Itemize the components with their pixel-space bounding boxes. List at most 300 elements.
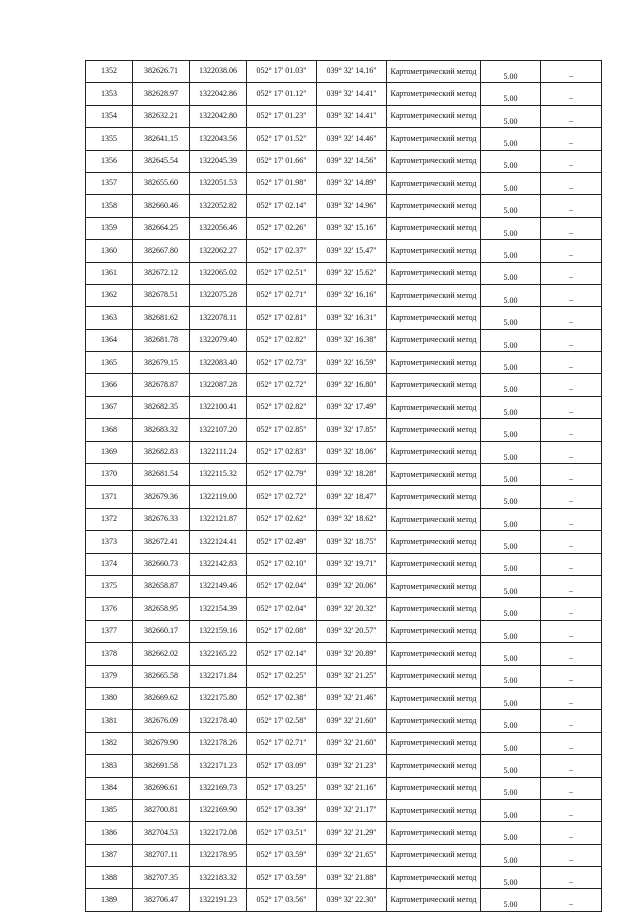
point-number-cell: 1356 xyxy=(86,150,133,172)
latitude-cell: 052° 17' 01.12" xyxy=(247,83,317,105)
longitude-cell: 039° 32' 14.89" xyxy=(317,172,387,194)
latitude-cell: 052° 17' 02.14" xyxy=(247,195,317,217)
latitude-cell: 052° 17' 02.71" xyxy=(247,284,317,306)
note-cell: – xyxy=(541,867,602,889)
note-cell: – xyxy=(541,307,602,329)
note-cell: – xyxy=(541,240,602,262)
table-row xyxy=(86,732,602,754)
latitude-cell: 052° 17' 02.58" xyxy=(247,710,317,732)
method-cell: Картометрический метод xyxy=(387,374,481,396)
latitude-cell: 052° 17' 03.09" xyxy=(247,755,317,777)
x-coordinate-cell: 382704.53 xyxy=(133,822,190,844)
latitude-cell: 052° 17' 02.38" xyxy=(247,687,317,709)
point-number-cell: 1377 xyxy=(86,620,133,642)
x-coordinate-cell: 382660.17 xyxy=(133,620,190,642)
y-coordinate-cell: 1322191.23 xyxy=(190,889,247,911)
y-coordinate-cell: 1322052.82 xyxy=(190,195,247,217)
x-coordinate-cell: 382660.46 xyxy=(133,195,190,217)
note-cell: – xyxy=(541,83,602,105)
x-coordinate-cell: 382679.15 xyxy=(133,352,190,374)
longitude-cell: 039° 32' 21.25" xyxy=(317,665,387,687)
x-coordinate-cell: 382658.95 xyxy=(133,598,190,620)
longitude-cell: 039° 32' 18.28" xyxy=(317,464,387,486)
accuracy-cell: 5.00 xyxy=(481,172,541,194)
x-coordinate-cell: 382628.97 xyxy=(133,83,190,105)
longitude-cell: 039° 32' 14.46" xyxy=(317,128,387,150)
accuracy-cell: 5.00 xyxy=(481,284,541,306)
method-cell: Картометрический метод xyxy=(387,665,481,687)
note-cell: – xyxy=(541,508,602,530)
note-cell: – xyxy=(541,732,602,754)
table-row xyxy=(86,83,602,105)
method-cell: Картометрический метод xyxy=(387,172,481,194)
method-cell: Картометрический метод xyxy=(387,598,481,620)
latitude-cell: 052° 17' 02.82" xyxy=(247,329,317,351)
longitude-cell: 039° 32' 21.65" xyxy=(317,844,387,866)
latitude-cell: 052° 17' 03.39" xyxy=(247,799,317,821)
x-coordinate-cell: 382682.35 xyxy=(133,396,190,418)
table-row xyxy=(86,374,602,396)
x-coordinate-cell: 382681.78 xyxy=(133,329,190,351)
longitude-cell: 039° 32' 21.29" xyxy=(317,822,387,844)
table-row xyxy=(86,553,602,575)
point-number-cell: 1355 xyxy=(86,128,133,150)
y-coordinate-cell: 1322171.23 xyxy=(190,755,247,777)
method-cell: Картометрический метод xyxy=(387,150,481,172)
latitude-cell: 052° 17' 02.26" xyxy=(247,217,317,239)
accuracy-cell: 5.00 xyxy=(481,777,541,799)
method-cell: Картометрический метод xyxy=(387,284,481,306)
longitude-cell: 039° 32' 14.96" xyxy=(317,195,387,217)
accuracy-cell: 5.00 xyxy=(481,710,541,732)
y-coordinate-cell: 1322183.32 xyxy=(190,867,247,889)
latitude-cell: 052° 17' 02.25" xyxy=(247,665,317,687)
method-cell: Картометрический метод xyxy=(387,240,481,262)
x-coordinate-cell: 382678.51 xyxy=(133,284,190,306)
latitude-cell: 052° 17' 02.72" xyxy=(247,486,317,508)
method-cell: Картометрический метод xyxy=(387,441,481,463)
table-row xyxy=(86,329,602,351)
note-cell: – xyxy=(541,575,602,597)
table-row xyxy=(86,844,602,866)
x-coordinate-cell: 382679.90 xyxy=(133,732,190,754)
x-coordinate-cell: 382707.35 xyxy=(133,867,190,889)
latitude-cell: 052° 17' 02.14" xyxy=(247,643,317,665)
latitude-cell: 052° 17' 02.04" xyxy=(247,598,317,620)
y-coordinate-cell: 1322038.06 xyxy=(190,61,247,83)
y-coordinate-cell: 1322100.41 xyxy=(190,396,247,418)
point-number-cell: 1354 xyxy=(86,105,133,127)
note-cell: – xyxy=(541,822,602,844)
y-coordinate-cell: 1322159.16 xyxy=(190,620,247,642)
y-coordinate-cell: 1322065.02 xyxy=(190,262,247,284)
note-cell: – xyxy=(541,553,602,575)
longitude-cell: 039° 32' 20.32" xyxy=(317,598,387,620)
y-coordinate-cell: 1322107.20 xyxy=(190,419,247,441)
note-cell: – xyxy=(541,128,602,150)
x-coordinate-cell: 382641.15 xyxy=(133,128,190,150)
latitude-cell: 052° 17' 03.56" xyxy=(247,889,317,911)
table-row xyxy=(86,508,602,530)
accuracy-cell: 5.00 xyxy=(481,150,541,172)
point-number-cell: 1386 xyxy=(86,822,133,844)
accuracy-cell: 5.00 xyxy=(481,195,541,217)
method-cell: Картометрический метод xyxy=(387,396,481,418)
accuracy-cell: 5.00 xyxy=(481,105,541,127)
method-cell: Картометрический метод xyxy=(387,195,481,217)
method-cell: Картометрический метод xyxy=(387,128,481,150)
longitude-cell: 039° 32' 17.49" xyxy=(317,396,387,418)
longitude-cell: 039° 32' 21.23" xyxy=(317,755,387,777)
y-coordinate-cell: 1322154.39 xyxy=(190,598,247,620)
y-coordinate-cell: 1322142.83 xyxy=(190,553,247,575)
longitude-cell: 039° 32' 15.47" xyxy=(317,240,387,262)
accuracy-cell: 5.00 xyxy=(481,575,541,597)
y-coordinate-cell: 1322119.00 xyxy=(190,486,247,508)
x-coordinate-cell: 382626.71 xyxy=(133,61,190,83)
table-row xyxy=(86,620,602,642)
note-cell: – xyxy=(541,687,602,709)
table-row xyxy=(86,128,602,150)
accuracy-cell: 5.00 xyxy=(481,799,541,821)
note-cell: – xyxy=(541,799,602,821)
accuracy-cell: 5.00 xyxy=(481,531,541,553)
accuracy-cell: 5.00 xyxy=(481,374,541,396)
point-number-cell: 1383 xyxy=(86,755,133,777)
longitude-cell: 039° 32' 20.57" xyxy=(317,620,387,642)
longitude-cell: 039° 32' 21.17" xyxy=(317,799,387,821)
x-coordinate-cell: 382691.58 xyxy=(133,755,190,777)
longitude-cell: 039° 32' 15.62" xyxy=(317,262,387,284)
method-cell: Картометрический метод xyxy=(387,755,481,777)
x-coordinate-cell: 382682.83 xyxy=(133,441,190,463)
x-coordinate-cell: 382681.62 xyxy=(133,307,190,329)
longitude-cell: 039° 32' 20.89" xyxy=(317,643,387,665)
x-coordinate-cell: 382681.54 xyxy=(133,464,190,486)
accuracy-cell: 5.00 xyxy=(481,441,541,463)
latitude-cell: 052° 17' 02.62" xyxy=(247,508,317,530)
y-coordinate-cell: 1322083.40 xyxy=(190,352,247,374)
longitude-cell: 039° 32' 21.60" xyxy=(317,710,387,732)
longitude-cell: 039° 32' 21.88" xyxy=(317,867,387,889)
x-coordinate-cell: 382696.61 xyxy=(133,777,190,799)
y-coordinate-cell: 1322079.40 xyxy=(190,329,247,351)
y-coordinate-cell: 1322121.87 xyxy=(190,508,247,530)
accuracy-cell: 5.00 xyxy=(481,553,541,575)
point-number-cell: 1367 xyxy=(86,396,133,418)
longitude-cell: 039° 32' 19.71" xyxy=(317,553,387,575)
y-coordinate-cell: 1322042.80 xyxy=(190,105,247,127)
note-cell: – xyxy=(541,531,602,553)
method-cell: Картометрический метод xyxy=(387,262,481,284)
latitude-cell: 052° 17' 02.04" xyxy=(247,575,317,597)
y-coordinate-cell: 1322169.73 xyxy=(190,777,247,799)
accuracy-cell: 5.00 xyxy=(481,665,541,687)
table-row xyxy=(86,352,602,374)
method-cell: Картометрический метод xyxy=(387,329,481,351)
x-coordinate-cell: 382655.60 xyxy=(133,172,190,194)
accuracy-cell: 5.00 xyxy=(481,61,541,83)
accuracy-cell: 5.00 xyxy=(481,755,541,777)
x-coordinate-cell: 382683.32 xyxy=(133,419,190,441)
point-number-cell: 1379 xyxy=(86,665,133,687)
longitude-cell: 039° 32' 14.41" xyxy=(317,83,387,105)
accuracy-cell: 5.00 xyxy=(481,217,541,239)
point-number-cell: 1370 xyxy=(86,464,133,486)
note-cell: – xyxy=(541,217,602,239)
method-cell: Картометрический метод xyxy=(387,486,481,508)
point-number-cell: 1361 xyxy=(86,262,133,284)
method-cell: Картометрический метод xyxy=(387,83,481,105)
table-row xyxy=(86,441,602,463)
point-number-cell: 1371 xyxy=(86,486,133,508)
latitude-cell: 052° 17' 02.82" xyxy=(247,396,317,418)
table-row xyxy=(86,172,602,194)
table-row xyxy=(86,240,602,262)
note-cell: – xyxy=(541,172,602,194)
point-number-cell: 1374 xyxy=(86,553,133,575)
table-row xyxy=(86,307,602,329)
note-cell: – xyxy=(541,889,602,911)
table-row xyxy=(86,284,602,306)
longitude-cell: 039° 32' 18.62" xyxy=(317,508,387,530)
note-cell: – xyxy=(541,441,602,463)
table-row xyxy=(86,150,602,172)
x-coordinate-cell: 382660.73 xyxy=(133,553,190,575)
table-row xyxy=(86,643,602,665)
accuracy-cell: 5.00 xyxy=(481,732,541,754)
point-number-cell: 1366 xyxy=(86,374,133,396)
accuracy-cell: 5.00 xyxy=(481,889,541,911)
point-number-cell: 1353 xyxy=(86,83,133,105)
method-cell: Картометрический метод xyxy=(387,710,481,732)
latitude-cell: 052° 17' 02.51" xyxy=(247,262,317,284)
table-row xyxy=(86,61,602,83)
method-cell: Картометрический метод xyxy=(387,464,481,486)
x-coordinate-cell: 382676.09 xyxy=(133,710,190,732)
note-cell: – xyxy=(541,486,602,508)
longitude-cell: 039° 32' 22.30" xyxy=(317,889,387,911)
latitude-cell: 052° 17' 02.85" xyxy=(247,419,317,441)
longitude-cell: 039° 32' 16.38" xyxy=(317,329,387,351)
point-number-cell: 1364 xyxy=(86,329,133,351)
accuracy-cell: 5.00 xyxy=(481,128,541,150)
latitude-cell: 052° 17' 01.66" xyxy=(247,150,317,172)
accuracy-cell: 5.00 xyxy=(481,352,541,374)
latitude-cell: 052° 17' 01.03" xyxy=(247,61,317,83)
y-coordinate-cell: 1322172.08 xyxy=(190,822,247,844)
accuracy-cell: 5.00 xyxy=(481,486,541,508)
note-cell: – xyxy=(541,643,602,665)
note-cell: – xyxy=(541,844,602,866)
point-number-cell: 1369 xyxy=(86,441,133,463)
longitude-cell: 039° 32' 14.16" xyxy=(317,61,387,83)
accuracy-cell: 5.00 xyxy=(481,240,541,262)
note-cell: – xyxy=(541,329,602,351)
x-coordinate-cell: 382658.87 xyxy=(133,575,190,597)
method-cell: Картометрический метод xyxy=(387,687,481,709)
note-cell: – xyxy=(541,396,602,418)
y-coordinate-cell: 1322062.27 xyxy=(190,240,247,262)
accuracy-cell: 5.00 xyxy=(481,464,541,486)
x-coordinate-cell: 382665.58 xyxy=(133,665,190,687)
point-number-cell: 1352 xyxy=(86,61,133,83)
latitude-cell: 052° 17' 02.49" xyxy=(247,531,317,553)
accuracy-cell: 5.00 xyxy=(481,643,541,665)
point-number-cell: 1385 xyxy=(86,799,133,821)
table-row xyxy=(86,777,602,799)
x-coordinate-cell: 382700.81 xyxy=(133,799,190,821)
accuracy-cell: 5.00 xyxy=(481,396,541,418)
point-number-cell: 1376 xyxy=(86,598,133,620)
note-cell: – xyxy=(541,105,602,127)
note-cell: – xyxy=(541,150,602,172)
x-coordinate-cell: 382669.62 xyxy=(133,687,190,709)
y-coordinate-cell: 1322149.46 xyxy=(190,575,247,597)
table-row xyxy=(86,889,602,911)
latitude-cell: 052° 17' 01.98" xyxy=(247,172,317,194)
note-cell: – xyxy=(541,284,602,306)
longitude-cell: 039° 32' 18.75" xyxy=(317,531,387,553)
point-number-cell: 1373 xyxy=(86,531,133,553)
point-number-cell: 1380 xyxy=(86,687,133,709)
point-number-cell: 1360 xyxy=(86,240,133,262)
point-number-cell: 1365 xyxy=(86,352,133,374)
latitude-cell: 052° 17' 02.72" xyxy=(247,374,317,396)
y-coordinate-cell: 1322045.39 xyxy=(190,150,247,172)
point-number-cell: 1359 xyxy=(86,217,133,239)
x-coordinate-cell: 382672.41 xyxy=(133,531,190,553)
note-cell: – xyxy=(541,262,602,284)
method-cell: Картометрический метод xyxy=(387,777,481,799)
latitude-cell: 052° 17' 02.71" xyxy=(247,732,317,754)
method-cell: Картометрический метод xyxy=(387,889,481,911)
latitude-cell: 052° 17' 02.37" xyxy=(247,240,317,262)
table-row xyxy=(86,531,602,553)
note-cell: – xyxy=(541,464,602,486)
longitude-cell: 039° 32' 14.41" xyxy=(317,105,387,127)
longitude-cell: 039° 32' 21.60" xyxy=(317,732,387,754)
table-row xyxy=(86,195,602,217)
longitude-cell: 039° 32' 16.59" xyxy=(317,352,387,374)
accuracy-cell: 5.00 xyxy=(481,262,541,284)
longitude-cell: 039° 32' 16.16" xyxy=(317,284,387,306)
y-coordinate-cell: 1322042.86 xyxy=(190,83,247,105)
x-coordinate-cell: 382678.87 xyxy=(133,374,190,396)
y-coordinate-cell: 1322051.53 xyxy=(190,172,247,194)
x-coordinate-cell: 382707.11 xyxy=(133,844,190,866)
method-cell: Картометрический метод xyxy=(387,844,481,866)
y-coordinate-cell: 1322165.22 xyxy=(190,643,247,665)
longitude-cell: 039° 32' 21.16" xyxy=(317,777,387,799)
accuracy-cell: 5.00 xyxy=(481,867,541,889)
longitude-cell: 039° 32' 18.47" xyxy=(317,486,387,508)
method-cell: Картометрический метод xyxy=(387,553,481,575)
note-cell: – xyxy=(541,598,602,620)
point-number-cell: 1362 xyxy=(86,284,133,306)
method-cell: Картометрический метод xyxy=(387,419,481,441)
method-cell: Картометрический метод xyxy=(387,620,481,642)
y-coordinate-cell: 1322124.41 xyxy=(190,531,247,553)
point-number-cell: 1378 xyxy=(86,643,133,665)
method-cell: Картометрический метод xyxy=(387,508,481,530)
point-number-cell: 1372 xyxy=(86,508,133,530)
y-coordinate-cell: 1322178.40 xyxy=(190,710,247,732)
longitude-cell: 039° 32' 16.80" xyxy=(317,374,387,396)
x-coordinate-cell: 382672.12 xyxy=(133,262,190,284)
note-cell: – xyxy=(541,665,602,687)
table-row xyxy=(86,867,602,889)
point-number-cell: 1388 xyxy=(86,867,133,889)
method-cell: Картометрический метод xyxy=(387,352,481,374)
latitude-cell: 052° 17' 02.08" xyxy=(247,620,317,642)
note-cell: – xyxy=(541,195,602,217)
y-coordinate-cell: 1322175.80 xyxy=(190,687,247,709)
accuracy-cell: 5.00 xyxy=(481,307,541,329)
point-number-cell: 1375 xyxy=(86,575,133,597)
y-coordinate-cell: 1322075.28 xyxy=(190,284,247,306)
point-number-cell: 1387 xyxy=(86,844,133,866)
method-cell: Картометрический метод xyxy=(387,531,481,553)
y-coordinate-cell: 1322115.32 xyxy=(190,464,247,486)
x-coordinate-cell: 382645.54 xyxy=(133,150,190,172)
table-row xyxy=(86,687,602,709)
accuracy-cell: 5.00 xyxy=(481,329,541,351)
method-cell: Картометрический метод xyxy=(387,867,481,889)
x-coordinate-cell: 382664.25 xyxy=(133,217,190,239)
accuracy-cell: 5.00 xyxy=(481,83,541,105)
latitude-cell: 052° 17' 01.23" xyxy=(247,105,317,127)
latitude-cell: 052° 17' 02.73" xyxy=(247,352,317,374)
latitude-cell: 052° 17' 03.59" xyxy=(247,844,317,866)
table-row xyxy=(86,486,602,508)
x-coordinate-cell: 382676.33 xyxy=(133,508,190,530)
table-row xyxy=(86,710,602,732)
table-row xyxy=(86,105,602,127)
method-cell: Картометрический метод xyxy=(387,643,481,665)
point-number-cell: 1382 xyxy=(86,732,133,754)
method-cell: Картометрический метод xyxy=(387,575,481,597)
method-cell: Картометрический метод xyxy=(387,307,481,329)
point-number-cell: 1389 xyxy=(86,889,133,911)
method-cell: Картометрический метод xyxy=(387,732,481,754)
latitude-cell: 052° 17' 02.83" xyxy=(247,441,317,463)
y-coordinate-cell: 1322111.24 xyxy=(190,441,247,463)
y-coordinate-cell: 1322043.56 xyxy=(190,128,247,150)
table-row xyxy=(86,217,602,239)
method-cell: Картометрический метод xyxy=(387,105,481,127)
y-coordinate-cell: 1322078.11 xyxy=(190,307,247,329)
x-coordinate-cell: 382667.80 xyxy=(133,240,190,262)
point-number-cell: 1357 xyxy=(86,172,133,194)
latitude-cell: 052° 17' 03.25" xyxy=(247,777,317,799)
accuracy-cell: 5.00 xyxy=(481,620,541,642)
longitude-cell: 039° 32' 21.46" xyxy=(317,687,387,709)
note-cell: – xyxy=(541,419,602,441)
method-cell: Картометрический метод xyxy=(387,217,481,239)
accuracy-cell: 5.00 xyxy=(481,687,541,709)
note-cell: – xyxy=(541,755,602,777)
table-row xyxy=(86,799,602,821)
accuracy-cell: 5.00 xyxy=(481,598,541,620)
y-coordinate-cell: 1322087.28 xyxy=(190,374,247,396)
table-row xyxy=(86,396,602,418)
latitude-cell: 052° 17' 03.59" xyxy=(247,867,317,889)
latitude-cell: 052° 17' 01.52" xyxy=(247,128,317,150)
latitude-cell: 052° 17' 02.10" xyxy=(247,553,317,575)
note-cell: – xyxy=(541,61,602,83)
x-coordinate-cell: 382706.47 xyxy=(133,889,190,911)
